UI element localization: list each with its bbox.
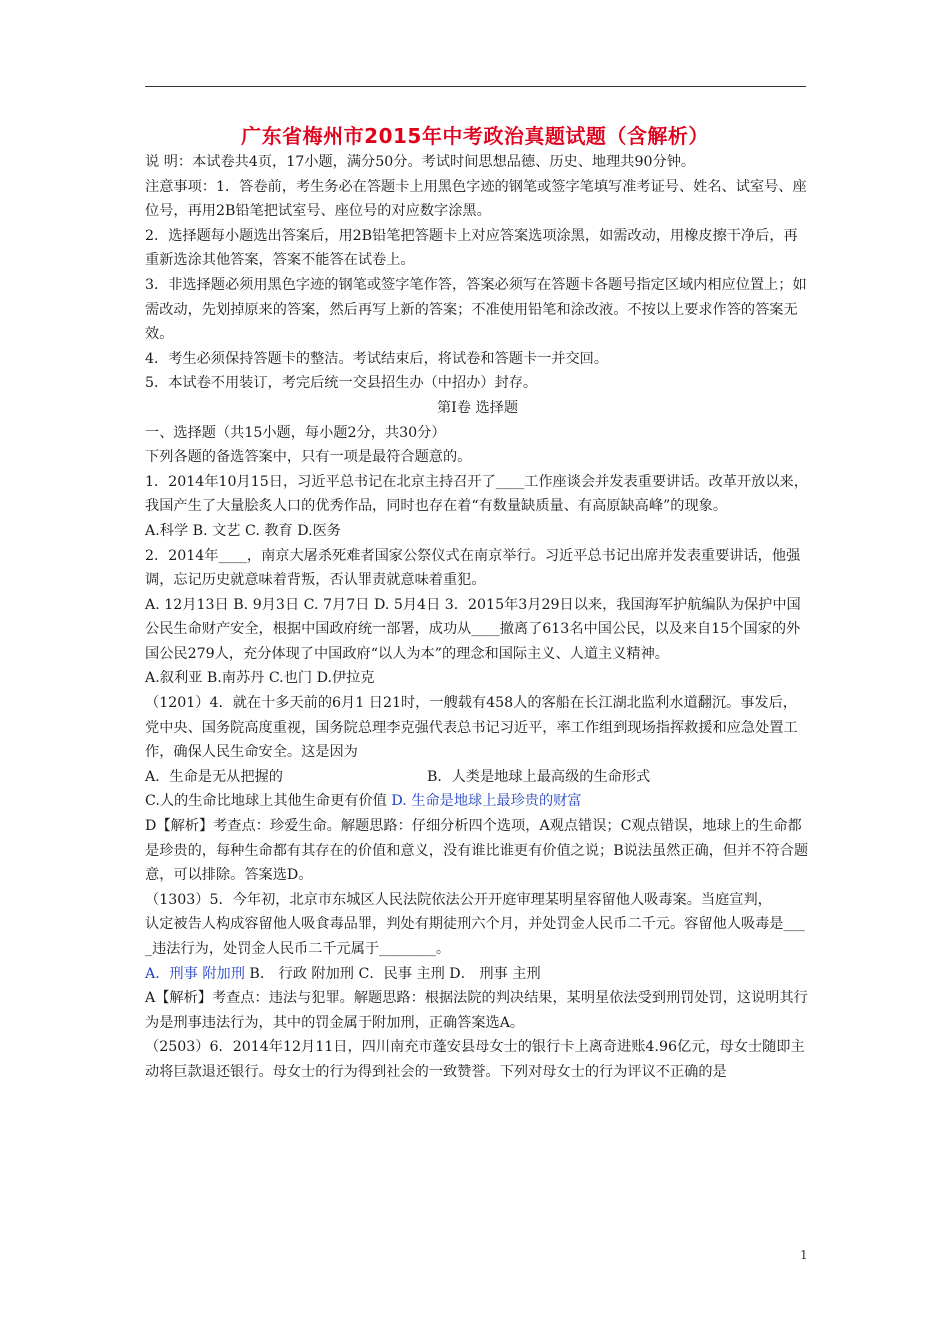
option-c: C.人的生命比地球上其他生命更有价值 (145, 793, 387, 810)
question-5-analysis: A【解析】考查点：违法与犯罪。解题思路：根据法院的判决结果，某明星依法受到刑罚处罚，这说明其行为是刑事违法行为，其中的罚金属于附加刑，正确答案选A。 (145, 990, 808, 1031)
page-title: 广东省梅州市2015年中考政治真题试题（含解析） (241, 124, 709, 148)
page-number: 1 (800, 1248, 808, 1262)
notice-5: 5．本试卷不用装订，考完后统一交县招生办（中招办）封存。 (145, 375, 538, 392)
notice-1: 注意事项：1．答卷前，考生务必在答题卡上用黑色字迹的钢笔或签字笔填写准考证号、姓名、试室号、座位号，再用2B铅笔把试室号、座位号的对应数字涂黑。 (145, 178, 807, 220)
question-1: 1．2014年10月15日，习近平总书记在北京主持召开了____工作座谈会并发表重要讲话。改革开放以来，我国产生了大量脍炙人口的优秀作品，同时也存在着“有数量缺质量、有高原缺高峰”的现象。 (145, 473, 808, 515)
notice-4: 4．考生必须保持答题卡的整洁。考试结束后，将试卷和答题卡一并交回。 (145, 350, 609, 367)
intro-text: 说 明：本试卷共4页，17小题，满分50分。考试时间思想品德、历史、地理共90分钟。 (145, 154, 696, 170)
notice-3: 3．非选择题必须用黑色字迹的钢笔或签字笔作答，答案必须写在答题卡各题号指定区域内相应位置上；如需改动，先划掉原来的答案，然后再写上新的答案；不准使用铅笔和涂改液。不按以上要求作答的答案无效。 (145, 276, 807, 343)
option-a: A．生命是无从把握的 (145, 768, 283, 785)
option-d: D. 生命是地球上最珍贵的财富 (391, 793, 582, 810)
question-4-analysis: D【解析】考查点：珍爱生命。解题思路：仔细分析四个选项，A观点错误；C观点错误，地球上的生命都是珍贵的，每种生命都有其存在的价值和意义，没有谁比谁更有价值之说；B说法虽然正确，但并不符合题意，可以排除。答案选D。 (145, 818, 809, 884)
question-1-options: A.科学 B. 文艺 C. 教育 D.医务 (145, 522, 341, 539)
question-3-options: A.叙利亚 B.南苏丹 C.也门 D.伊拉克 (145, 670, 375, 687)
document-body (145, 150, 810, 1085)
question-2: 2．2014年____，南京大屠杀死难者国家公祭仪式在南京举行。习近平总书记出席并发表重要讲话，他强调，忘记历史就意味着背叛，否认罪责就意味着重犯。 (145, 547, 801, 589)
notice-2: 2．选择题每小题选出答案后，用2B铅笔把答题卡上对应答案选项涂黑，如需改动，用橡皮擦干净后，再重新选涂其他答案，答案不能答在试卷上。 (145, 227, 798, 269)
question-4-options-cd (145, 789, 810, 814)
section-heading: 第Ⅰ卷 选择题 (436, 399, 519, 416)
option-a: A．刑事 附加刑 (145, 965, 245, 982)
question-6: （2503）6．2014年12月11日，四川南充市蓬安县母女士的银行卡上离奇进账4.96亿元，母女士随即主动将巨款退还银行。母女士的行为得到社会的一致赞誉。下列对母女士的行为评议不正确的是 (145, 1039, 805, 1080)
option-b: B．人类是地球上最高级的生命形式 (427, 768, 651, 785)
question-5-part-1: （1303）5．今年初，北京市东城区人民法院依法公开开庭审理某明星容留他人吸毒案。当庭宣判， (145, 891, 772, 908)
part-instruction: 下列各题的备选答案中，只有一项是最符合题意的。 (145, 449, 472, 466)
question-2-options-question-3: A. 12月13日 B. 9月3日 C. 7月7日 D. 5月4日 3．2015年3月29日以来，我国海军护航编队为保护中国公民生命财产安全，根据中国政府统一部署，成功从____撤离了613名中国公民，以及来自15个国家的外国公民279人，充分体现了中国政府“以人为本”的理念和国际主义、人道主义精神。 (145, 596, 801, 662)
question-4: （1201）4．就在十多天前的6月1 日21时，一艘载有458人的客船在长江湖北监利水道翻沉。事发后，党中央、国务院高度重视，国务院总理李克强代表总书记习近平，率工作组到现场指挥救援和应急处置工作，确保人民生命安全。这是因为 (145, 695, 798, 761)
options-bcd: B． 行政 附加刑 C．民事 主刑 D． 刑事 主刑 (249, 965, 541, 982)
part-heading: 一、选择题（共15小题，每小题2分，共30分） (145, 424, 446, 441)
header-rule (145, 86, 806, 87)
question-5-part-2: 认定被告人构成容留他人吸食毒品罪，判处有期徒刑六个月，并处罚金人民币二千元。容留他人吸毒是____违法行为，处罚金人民币二千元属于________。 (145, 916, 805, 957)
question-5-options (145, 962, 810, 987)
question-4-options-ab (145, 765, 810, 790)
